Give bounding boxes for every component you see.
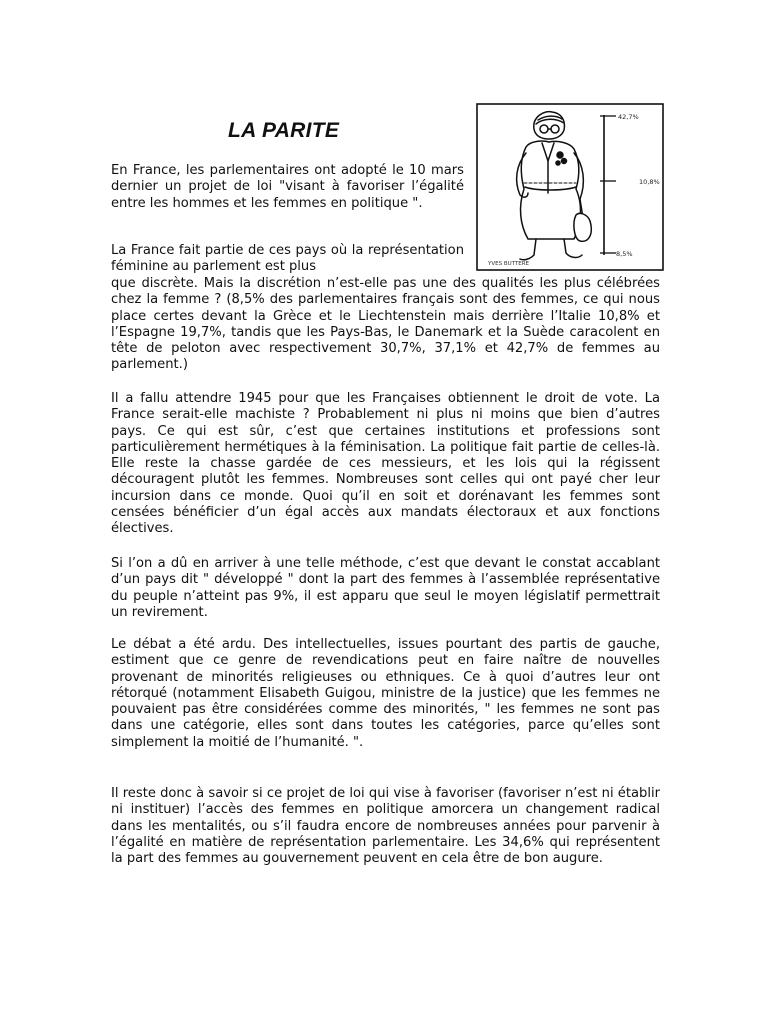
paragraph-history: Il a fallu attendre 1945 pour que les Françaises obtiennent le droit de vote. La France serait-elle machiste ? Probablement ni plus ni moins que bien d’autres pays. Ce qui est sûr, c’est que certaines institutions et professions sont particulièrement hermétiques à la féminisation. La politique fait partie de celles-là. Elle reste la chasse gardée de ces messieurs, et les lois qui la régissent découragent plutôt les femmes. Nombreuses sont celles qui ont payé cher leur incursion dans ce monde. Quoi qu’il en soit et dorénavant les femmes sont censées bénéficier d’un égal accès aux mandats électoraux et aux fonctions électives. — [111, 391, 660, 537]
paragraph-conclusion: Il reste donc à savoir si ce projet de loi qui vise à favoriser (favoriser n’est ni établir ni instituer) l’accès des femmes en politique amorcera un changement radical dans les mentalités, ou s’il faudra encore de nombreuses années pour parvenir à l’égalité en matière de représentation parlementaire. Les 34,6% qui représentent la part des femmes au gouvernement peuvent en cela être de bon augure. — [111, 786, 660, 867]
cartoon-signature: YVES BUTTERE — [488, 261, 530, 267]
cartoon-illustration — [476, 103, 664, 271]
paragraph-intro: En France, les parlementaires ont adopté le 10 mars dernier un projet de loi "visant à favoriser l’égalité entre les hommes et les femmes en politique ". — [111, 163, 464, 211]
paragraph-representation-start: La France fait partie de ces pays où la représentation féminine au parlement est plus — [111, 243, 464, 275]
scale-label-bottom: 8,5% — [616, 250, 633, 258]
paragraph-method: Si l’on a dû en arriver à une telle méthode, c’est que devant le constat accablant d’un pays dit " développé " dont la part des femmes à l’assemblée représentative du peuple n’atteint pas 9%, il est apparu que seul le moyen législatif permettrait un revirement. — [111, 556, 660, 620]
scale-label-mid: 10,8% — [639, 178, 660, 186]
paragraph-debate: Le débat a été ardu. Des intellectuelles, issues pourtant des partis de gauche, estiment que ce genre de revendications peut en faire naître de nouvelles provenant de minorités religieuses ou ethniques. Ce à quoi d’autres leur ont rétorqué (notamment Elisabeth Guigou, ministre de la justice) que les femmes ne pouvaient pas être considérées comme des minorités, " les femmes ne sont pas dans une catégorie, elles sont dans toutes les catégories, parce qu’elles sont simplement la moitié de l’humanité. ". — [111, 637, 660, 750]
scale-label-top: 42,7% — [618, 113, 639, 121]
paragraph-representation: que discrète. Mais la discrétion n’est-elle pas une des qualités les plus célébrées chez la femme ? (8,5% des parlementaires français sont des femmes, ce qui nous place certes devant la Grèce et le Liechtenstein mais derrière l’Italie 10,8% et l’Espagne 19,7%, tandis que les Pays-Bas, le Danemark et la Suède caracolent en tête de peloton avec respectivement 30,7%, 37,1% et 42,7% de femmes au parlement.) — [111, 276, 660, 373]
page-title: LA PARITE — [228, 119, 340, 142]
